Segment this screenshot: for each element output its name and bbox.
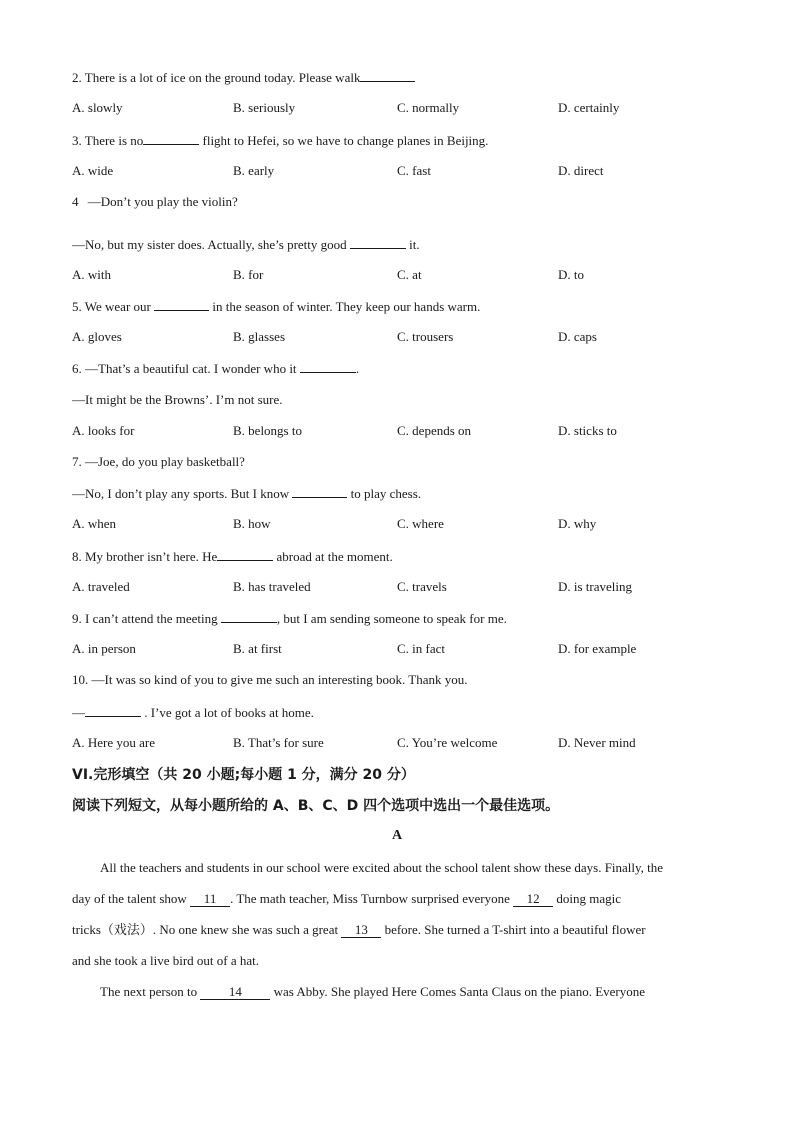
option-a: A. Here you are [72, 735, 156, 750]
question-2-stem [72, 69, 415, 86]
option-d: D. sticks to [558, 423, 617, 438]
question-10-line2: — . I’ve got a lot of books at home. [72, 705, 314, 720]
passage-text: was Abby. She played Here Comes Santa Claus on the piano. Everyone [273, 984, 646, 999]
option-a: A. with [72, 267, 111, 282]
option-a: A. traveled [72, 579, 130, 594]
passage-text: tricks（戏法）. No one knew she was such a great [72, 922, 339, 937]
option-a: A. when [72, 516, 117, 531]
answer-blank [292, 485, 347, 498]
passage-text: doing magic [556, 891, 621, 906]
question-text: —It was so kind of you to give me such an interesting book. Thank you. [91, 672, 468, 687]
passage-line [100, 984, 750, 1000]
answer-blank [221, 610, 277, 623]
cloze-blank-14: 14 [200, 985, 270, 1000]
question-text: —Joe, do you play basketball? [85, 454, 245, 469]
cloze-blank-11: 11 [190, 892, 230, 907]
question-text: —That’s a beautiful cat. I wonder who it [85, 361, 297, 376]
question-text: . [355, 361, 360, 376]
option-c: C. in fact [397, 641, 446, 656]
question-text: in the season of winter. They keep our hands warm. [212, 299, 481, 314]
answer-blank [85, 704, 141, 717]
question-text: abroad at the moment. [276, 549, 393, 564]
option-d: D. caps [558, 329, 597, 344]
section-instruction: 阅读下列短文，从每小题所给的 A、B、C、D 四个选项中选出一个最佳选项。 [72, 798, 560, 814]
option-d: D. Never mind [558, 735, 636, 750]
answer-blank [350, 236, 406, 249]
question-3-stem [72, 132, 488, 149]
option-d: D. why [558, 516, 597, 531]
question-text: —No, but my sister does. Actually, she’s pretty good [72, 237, 347, 252]
question-4-line2 [72, 236, 420, 253]
question-number: 10. [72, 672, 89, 687]
option-c: C. fast [397, 163, 431, 178]
question-6-line2: —It might be the Browns’. I’m not sure. [72, 392, 283, 407]
option-d: D. to [558, 267, 584, 282]
passage-line [72, 891, 722, 907]
answer-blank [360, 69, 415, 82]
option-c: C. at [397, 267, 422, 282]
passage-line: All the teachers and students in our school were excited about the school talent show these days. Finally, the [100, 860, 664, 875]
question-number: 2. [72, 70, 82, 85]
question-9-stem [72, 610, 507, 627]
option-b: B. at first [233, 641, 282, 656]
question-number: 5. [72, 299, 82, 314]
option-a: A. slowly [72, 100, 123, 115]
cloze-blank-12: 12 [513, 892, 553, 907]
question-text: —No, I don’t play any sports. But I know [72, 486, 290, 501]
passage-text: The next person to [100, 984, 198, 999]
question-text: —Don’t you play the violin? [87, 194, 238, 209]
question-number: 4 [72, 194, 79, 209]
option-a: A. gloves [72, 329, 122, 344]
question-4-line1 [72, 194, 238, 210]
question-7-line1 [72, 454, 245, 470]
question-5-stem [72, 298, 480, 315]
question-6-line1 [72, 360, 359, 377]
question-text: , but I am sending someone to speak for me. [276, 611, 507, 626]
option-b: B. That’s for sure [233, 735, 324, 750]
option-d: D. direct [558, 163, 604, 178]
option-b: B. belongs to [233, 423, 302, 438]
option-b: B. how [233, 516, 271, 531]
passage-text: before. She turned a T-shirt into a beautiful flower [384, 922, 646, 937]
option-d: D. for example [558, 641, 637, 656]
question-text: to play chess. [350, 486, 422, 501]
passage-line [72, 922, 722, 938]
question-number: 3. [72, 133, 82, 148]
option-b: B. has traveled [233, 579, 311, 594]
answer-blank [143, 132, 199, 145]
option-a: A. looks for [72, 423, 135, 438]
passage-line: and she took a live bird out of a hat. [72, 953, 260, 968]
answer-blank [217, 548, 273, 561]
answer-blank [300, 360, 356, 373]
passage-text: day of the talent show [72, 891, 187, 906]
question-number: 6. [72, 361, 82, 376]
option-c: C. normally [397, 100, 460, 115]
option-c: C. travels [397, 579, 447, 594]
cloze-blank-13: 13 [341, 923, 381, 938]
option-c: C. where [397, 516, 444, 531]
question-10-line1 [72, 672, 467, 688]
question-text: . I’ve got a lot of books at home. [144, 705, 314, 720]
question-text: There is no [84, 133, 144, 148]
question-text: flight to Hefei, so we have to change planes in Beijing. [202, 133, 489, 148]
option-a: A. in person [72, 641, 136, 656]
answer-blank [154, 298, 209, 311]
question-8-stem [72, 548, 393, 565]
question-number: 7. [72, 454, 82, 469]
passage-text: . The math teacher, Miss Turnbow surprised everyone [230, 891, 510, 906]
option-d: D. is traveling [558, 579, 633, 594]
question-text: My brother isn’t here. He [85, 549, 218, 564]
question-number: 8. [72, 549, 82, 564]
question-number: 9. [72, 611, 82, 626]
option-b: B. for [233, 267, 264, 282]
option-c: C. depends on [397, 423, 472, 438]
question-text: There is a lot of ice on the ground today. Please walk [84, 70, 361, 85]
option-b: B. glasses [233, 329, 285, 344]
option-b: B. seriously [233, 100, 296, 115]
question-text: it. [409, 237, 420, 252]
question-text: We wear our [84, 299, 151, 314]
option-c: C. trousers [397, 329, 454, 344]
option-d: D. certainly [558, 100, 620, 115]
section-heading: VI.完形填空（共 20 小题;每小题 1 分，满分 20 分） [72, 767, 415, 783]
option-c: C. You’re welcome [397, 735, 498, 750]
option-b: B. early [233, 163, 275, 178]
passage-title: A [391, 828, 403, 843]
option-a: A. wide [72, 163, 114, 178]
question-7-line2 [72, 485, 421, 502]
question-text: I can’t attend the meeting [85, 611, 218, 626]
